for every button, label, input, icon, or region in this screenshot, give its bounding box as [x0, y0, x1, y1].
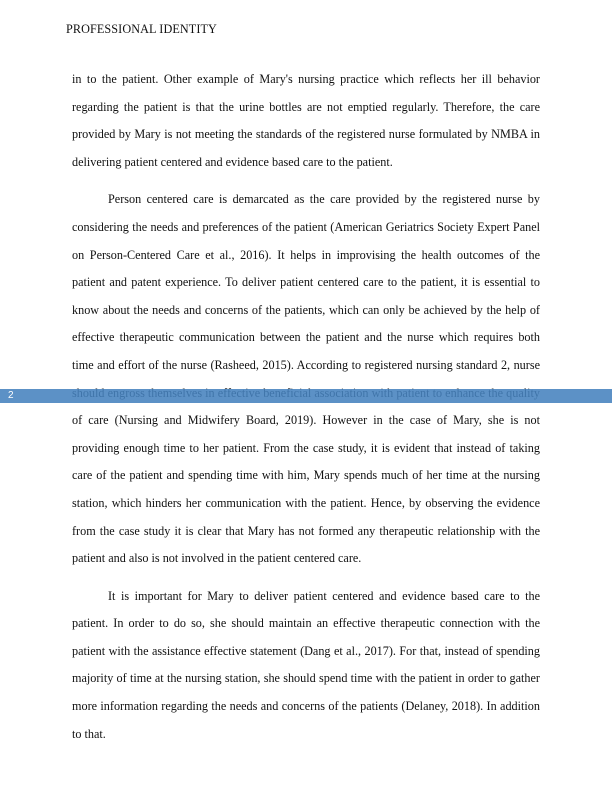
paragraph-continuation: in to the patient. Other example of Mary's nursing practice which reflects her ill behavior regarding the patient is that the urine bottles are not emptied regularly. Therefore, the care provided by Mary is not meeting the standards of the registered nurse formulated by NMBA in delivering patient centered and evidence based care to the patient. — [72, 72, 540, 169]
paragraph-recommendations: It is important for Mary to deliver patient centered and evidence based care to the patient. In order to do so, she should maintain an effective therapeutic connection with the patient with the assistance effective statement (Dang et al., 2017). For that, instead of spending majority of time at the nursing station, she should spend time with the patient in order to gather more information regarding the needs and concerns of the patients (Delaney, 2018). In addition to that. — [72, 588, 540, 741]
paragraph-person-centered-care: Person centered care is demarcated as the care provided by the registered nurse by considering the needs and preferences of the patient (American Geriatrics Society Expert Panel on Person-Centered Care et al., 2016). It helps in improvising the health outcomes of the patient and patent experience. To deliver patient centered care to the patient, it is essential to know about the needs and concerns of the patients, which can only be achieved by the help of effective therapeutic communication between the patient and the nurse which requires both time and effort of the nurse (Rasheed, 2015). According to registered nursing standard 2, nurse of care (Nursing and Midwifery Board, 2019). However in the case of Mary, she is not providing enough time to her patient. From the case study, it is evident that instead of taking care of the patient and spending time with him, Mary spends much of her time at the nursing station, which hinders her communication with the patient. Hence, by observing the evidence from the case study it is clear that Mary has not formed any therapeutic relationship with the patient and also is not involved in the patient centered care. — [72, 192, 540, 566]
page-number: 2 — [8, 390, 14, 401]
document-body — [72, 66, 540, 748]
running-head: PROFESSIONAL IDENTITY — [66, 22, 217, 36]
page-number-bar — [0, 389, 612, 403]
